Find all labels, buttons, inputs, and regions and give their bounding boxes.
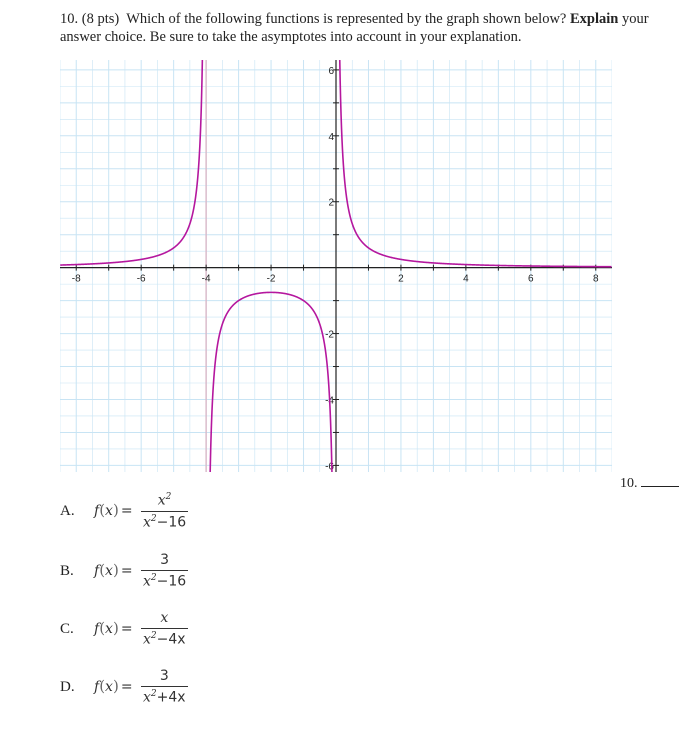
fraction: $\frac{x}{x^2-4x}$	[143, 610, 186, 648]
y-tick-label: 2	[328, 197, 334, 209]
question-prompt: Which of the following functions is represented by the graph shown below?	[126, 11, 567, 27]
x-tick-label: 8	[592, 273, 599, 285]
question-points: (8 pts)	[81, 11, 120, 27]
choice-formula: f(x) = $\frac{x^2}{x^2-16}$	[94, 491, 187, 531]
choice-formula: f(x) = $\frac{3}{x^2+4x}$	[94, 668, 186, 706]
y-tick-label: -4	[325, 395, 334, 407]
choice-letter: C.	[60, 620, 74, 637]
choice-letter: B.	[60, 562, 74, 579]
choice-letter: A.	[60, 502, 75, 519]
choice-b[interactable]	[60, 546, 188, 596]
answer-blank-label: 10.	[620, 476, 638, 491]
fraction: $\frac{3}{x^2+4x}$	[143, 668, 186, 706]
curve-branch-3	[336, 60, 611, 267]
choice-d[interactable]	[60, 662, 188, 712]
answer-blank-line[interactable]	[641, 474, 679, 487]
y-tick-label: 6	[328, 65, 334, 77]
x-tick-label: -8	[71, 273, 81, 285]
question-instructions: your answer choice. Be sure to take the asymptotes into account in your explanation.	[60, 11, 649, 45]
x-tick-label: -4	[201, 273, 211, 285]
choice-formula: f(x) = $\frac{x}{x^2-4x}$	[94, 610, 186, 648]
x-tick-label: -6	[136, 273, 146, 285]
y-tick-label: 4	[328, 131, 334, 143]
question-number: 10.	[60, 11, 79, 27]
y-tick-label: -6	[325, 461, 334, 472]
fraction: $\frac{x^2}{x^2-16}$	[143, 491, 187, 531]
x-tick-label: 4	[463, 273, 469, 285]
function-graph	[60, 60, 612, 472]
choice-letter: D.	[60, 678, 75, 695]
choice-c[interactable]	[60, 604, 188, 654]
x-tick-label: 6	[528, 273, 534, 285]
choice-a[interactable]	[60, 486, 188, 536]
question-text	[60, 10, 680, 46]
x-tick-label: 2	[398, 273, 404, 285]
x-tick-label: -2	[266, 273, 276, 285]
choice-formula: f(x) = $\frac{3}{x^2-16}$	[94, 552, 187, 590]
fraction: $\frac{3}{x^2-16}$	[143, 552, 187, 590]
answer-blank[interactable]	[620, 474, 679, 492]
question-bold-word: Explain	[569, 11, 619, 27]
y-tick-label: -2	[325, 329, 334, 341]
